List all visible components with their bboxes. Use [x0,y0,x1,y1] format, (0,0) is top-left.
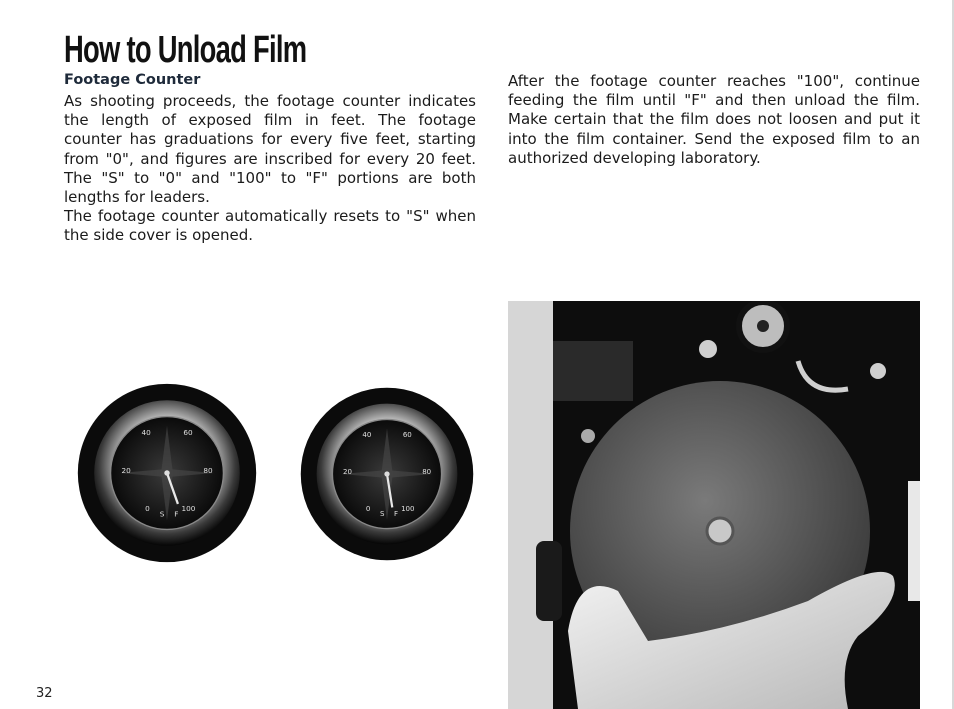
dial-label-40: 40 [362,430,372,440]
dial-label-40: 40 [141,427,151,437]
dial-label-60: 60 [183,427,193,437]
dial-label-20: 20 [121,466,131,475]
footage-counter-dial-illustration-1 [74,382,260,564]
dial-label-100: 100 [401,503,415,513]
dial-label-0: 0 [145,504,150,514]
camera-mechanism-block [553,341,633,401]
photo-graphic [508,301,920,709]
dial-hub [384,471,389,476]
reel-spindle [707,518,733,544]
dial-label-60: 60 [402,430,412,440]
camera-edge-highlight [908,481,920,601]
dial-1-graphic [74,382,260,564]
dial-label-f: F [174,509,179,519]
dial-label-s: S [159,509,165,519]
dial-label-100: 100 [181,504,196,514]
screw-head [870,363,886,379]
screw-head [699,340,717,358]
left-column-text [64,92,476,246]
sprocket-hub [757,320,769,332]
unloading-film-photo [508,301,920,709]
dial-label-20: 20 [343,467,352,476]
dial-label-0: 0 [365,503,371,513]
dial-2-graphic [298,386,476,562]
latch-lever [536,541,562,621]
dial-label-s: S [379,509,385,519]
page-number: 32 [36,686,53,701]
screw-head [581,429,595,443]
footage-counter-paragraph: As shooting proceeds, the footage counter indicates the length of exposed film in feet. The footage counter has graduations for every five feet, starting from "0", and figures are inscribed for every 20 feet. The "S" to "0" and "100" to "F" portions are both lengths for leaders. [64,92,476,207]
dial-hub [164,470,169,475]
camera-side-panel [508,301,553,709]
section-heading-footage-counter: Footage Counter [64,72,201,88]
reset-paragraph: The footage counter automatically resets to "S" when the side cover is opened. [64,207,476,245]
page-title: How to Unload Film [64,29,307,71]
dial-label-80: 80 [422,467,432,476]
dial-label-f: F [394,509,399,519]
unload-instructions-paragraph: After the footage counter reaches "100", continue feeding the film until "F" and then unload the film. Make certain that the film does not loosen and put it into the film container. Send the exposed film to an authorized developing laboratory. [508,72,920,167]
dial-label-80: 80 [203,466,213,475]
footage-counter-dial-illustration-2 [298,386,476,562]
